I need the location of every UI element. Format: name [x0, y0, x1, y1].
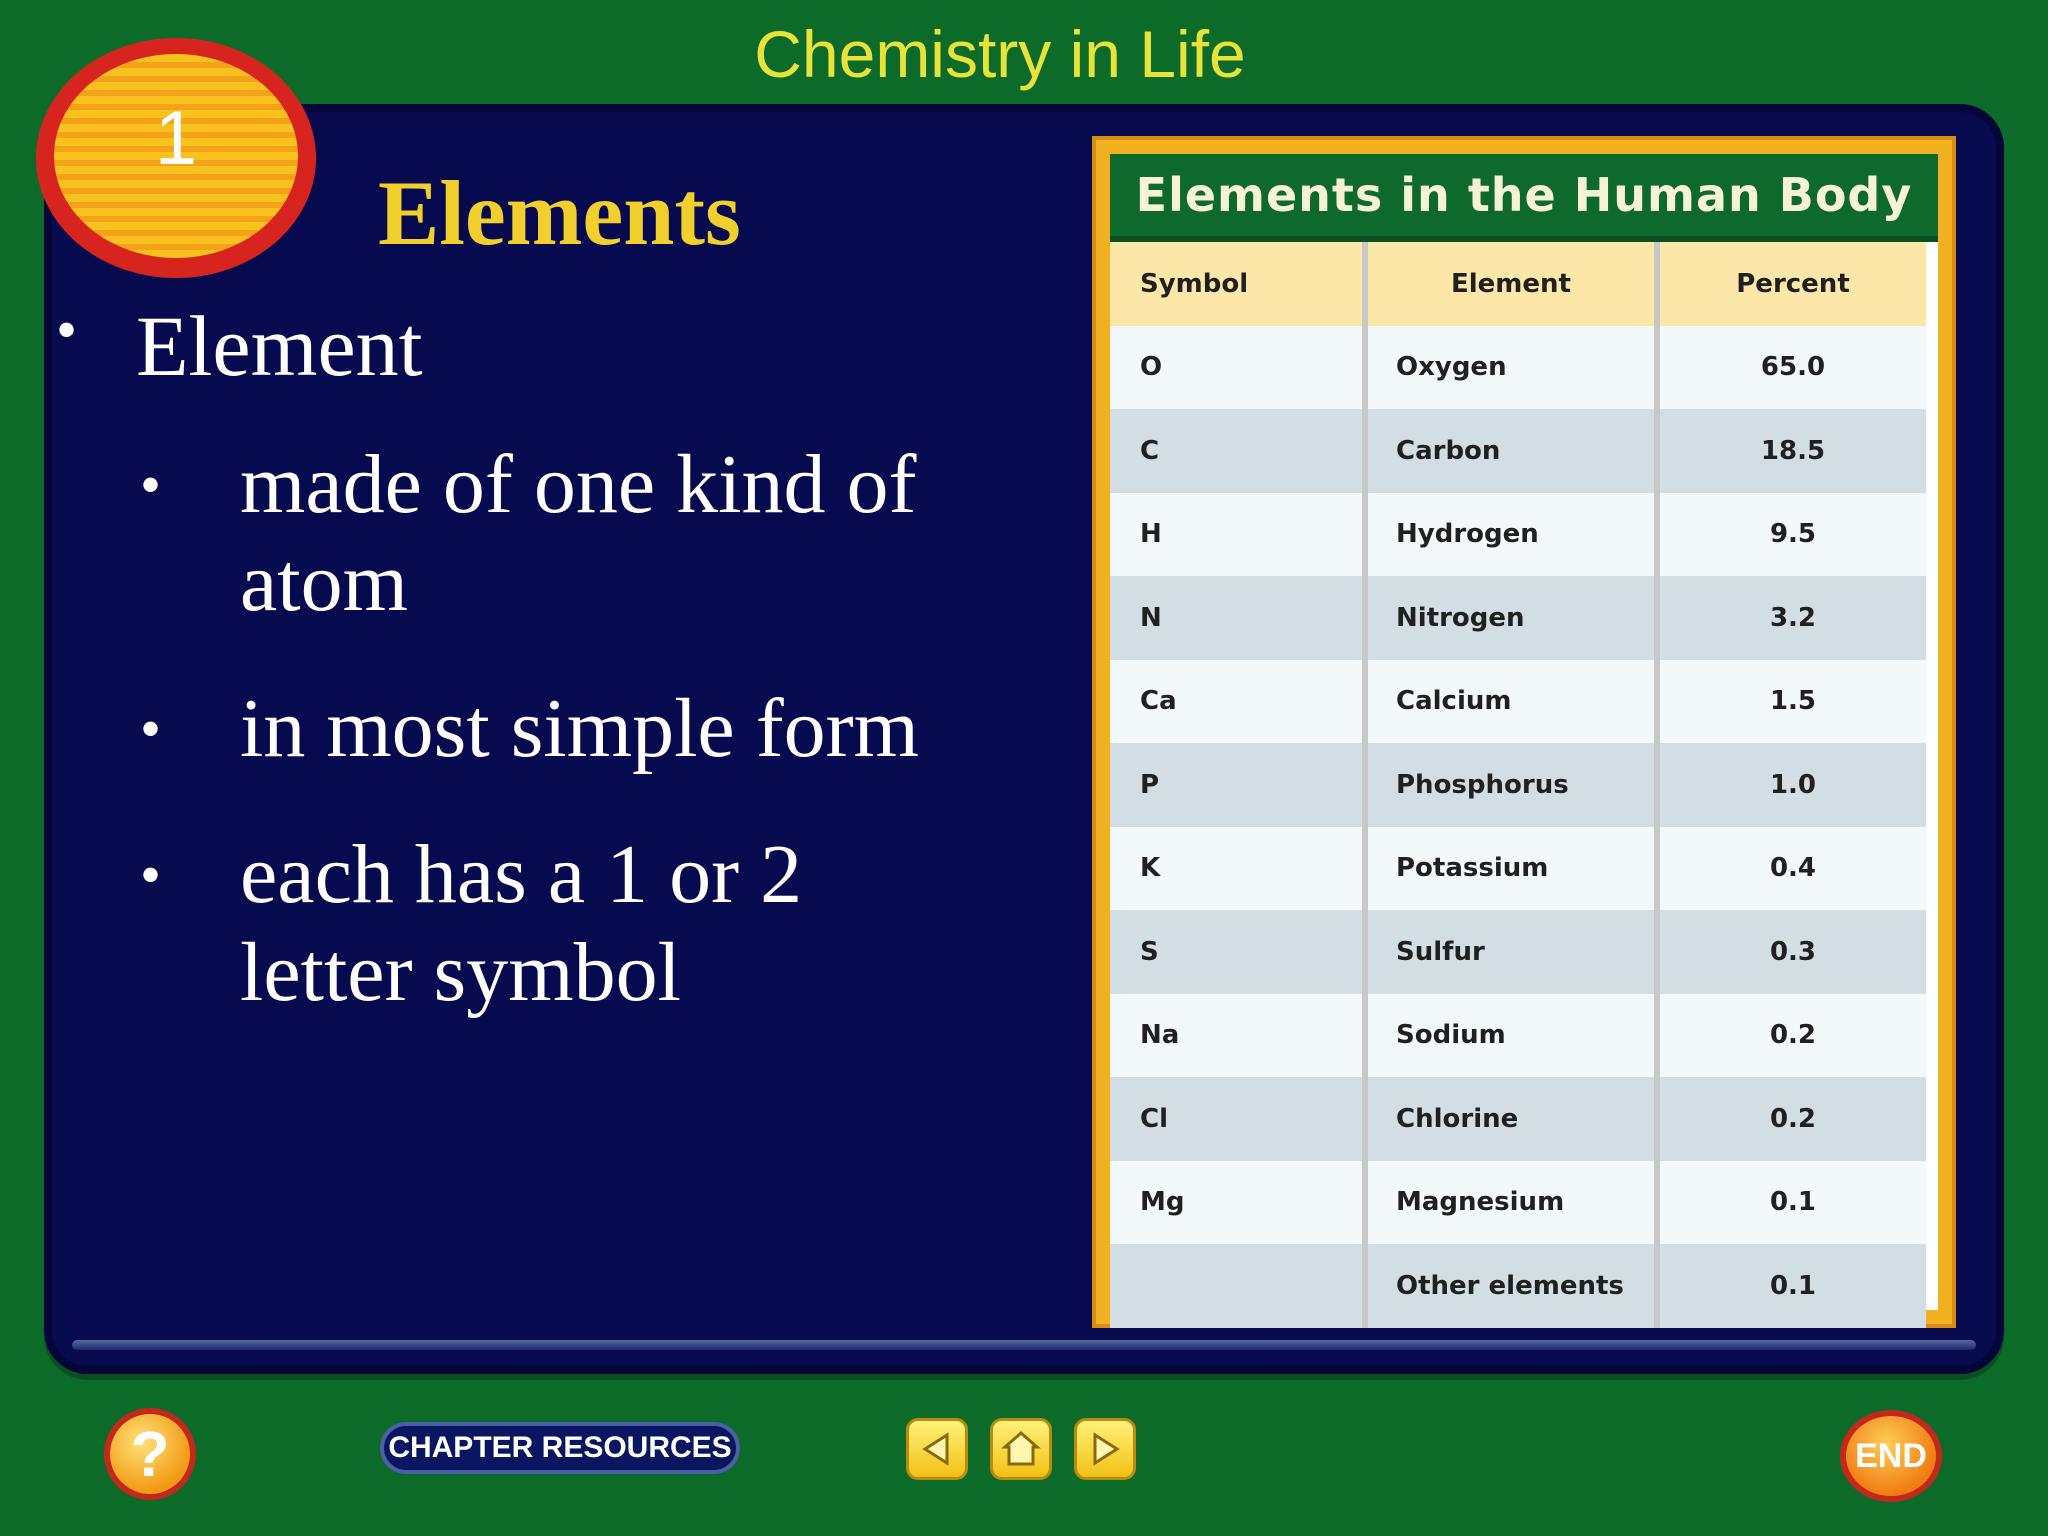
- bullet-item: [140, 680, 919, 778]
- bullet-text-line: each has a 1 or 2: [240, 828, 803, 921]
- cell-element: Oxygen: [1362, 326, 1654, 410]
- table-row: [1110, 409, 1938, 493]
- cell-percent: 9.5: [1654, 493, 1926, 577]
- cell-symbol: Na: [1110, 994, 1362, 1078]
- cell-symbol: Cl: [1110, 1077, 1362, 1161]
- cell-element: Calcium: [1362, 660, 1654, 744]
- help-button[interactable]: [104, 1408, 196, 1500]
- table-column-headers: [1110, 242, 1938, 326]
- cell-percent: 1.5: [1654, 660, 1926, 744]
- bullet-item: [140, 436, 917, 632]
- cell-percent: 0.1: [1654, 1244, 1926, 1328]
- cell-percent: 0.1: [1654, 1161, 1926, 1245]
- cell-percent: 0.3: [1654, 910, 1926, 994]
- home-icon: [1000, 1428, 1042, 1470]
- bullet-item: [56, 296, 423, 396]
- table-row: [1110, 1161, 1938, 1245]
- table-header: [1110, 154, 1938, 242]
- cell-symbol: N: [1110, 576, 1362, 660]
- cell-symbol: P: [1110, 743, 1362, 827]
- cell-symbol: H: [1110, 493, 1362, 577]
- cell-element: Magnesium: [1362, 1161, 1654, 1245]
- bullet-dot: •: [56, 297, 78, 363]
- bullet-text-line: letter symbol: [240, 926, 681, 1019]
- bullet-dot: •: [140, 696, 162, 762]
- table-row: [1110, 743, 1938, 827]
- cell-symbol: C: [1110, 409, 1362, 493]
- table-title: Elements in the Human Body: [1135, 168, 1913, 222]
- cell-element: Carbon: [1362, 409, 1654, 493]
- cell-element: Chlorine: [1362, 1077, 1654, 1161]
- column-header-percent: Percent: [1654, 242, 1926, 326]
- arrow-left-icon: [917, 1429, 957, 1469]
- cell-percent: 0.2: [1654, 994, 1926, 1078]
- cell-element: Other elements: [1362, 1244, 1654, 1328]
- arrow-right-icon: [1085, 1429, 1125, 1469]
- table-row: [1110, 910, 1938, 994]
- cell-element: Potassium: [1362, 827, 1654, 911]
- slide-title: Elements: [378, 162, 741, 264]
- table-row: [1110, 326, 1938, 410]
- bullet-text-line: atom: [240, 536, 408, 629]
- end-button[interactable]: END: [1840, 1410, 1942, 1502]
- next-button[interactable]: [1074, 1418, 1136, 1480]
- cell-element: Sodium: [1362, 994, 1654, 1078]
- cell-percent: 18.5: [1654, 409, 1926, 493]
- cell-percent: 3.2: [1654, 576, 1926, 660]
- cell-symbol: O: [1110, 326, 1362, 410]
- column-header-symbol: Symbol: [1110, 242, 1362, 326]
- table-row: [1110, 660, 1938, 744]
- cell-symbol: S: [1110, 910, 1362, 994]
- cell-percent: 1.0: [1654, 743, 1926, 827]
- bullet-item: [140, 826, 803, 1022]
- cell-symbol: Mg: [1110, 1161, 1362, 1245]
- cell-element: Nitrogen: [1362, 576, 1654, 660]
- table-row: [1110, 576, 1938, 660]
- bullet-text: Element: [136, 298, 423, 394]
- section-number: 1: [154, 95, 198, 181]
- cell-percent: 0.4: [1654, 827, 1926, 911]
- cell-element: Sulfur: [1362, 910, 1654, 994]
- cell-element: Hydrogen: [1362, 493, 1654, 577]
- home-button[interactable]: [990, 1418, 1052, 1480]
- bullet-text-line: in most simple form: [240, 682, 919, 775]
- cell-symbol: [1110, 1244, 1362, 1328]
- column-header-element: Element: [1362, 242, 1654, 326]
- cell-symbol: K: [1110, 827, 1362, 911]
- table-row: [1110, 827, 1938, 911]
- header-title: Chemistry in Life: [754, 17, 1246, 91]
- table-row: [1110, 994, 1938, 1078]
- table-body: [1110, 326, 1938, 1328]
- bullet-list: [0, 0, 1090, 1200]
- elements-table-frame: [1092, 136, 1956, 1328]
- table-row: [1110, 493, 1938, 577]
- cell-symbol: Ca: [1110, 660, 1362, 744]
- chapter-resources-button[interactable]: CHAPTER RESOURCES: [380, 1422, 740, 1474]
- previous-button[interactable]: [906, 1418, 968, 1480]
- table-row: [1110, 1244, 1938, 1328]
- cell-element: Phosphorus: [1362, 743, 1654, 827]
- table-row: [1110, 1077, 1938, 1161]
- cell-percent: 65.0: [1654, 326, 1926, 410]
- help-icon: ?: [130, 1418, 170, 1490]
- cell-percent: 0.2: [1654, 1077, 1926, 1161]
- bullet-text-line: made of one kind of: [240, 438, 917, 531]
- bullet-dot: •: [140, 452, 162, 518]
- bullet-dot: •: [140, 842, 162, 908]
- elements-table: [1110, 154, 1938, 1310]
